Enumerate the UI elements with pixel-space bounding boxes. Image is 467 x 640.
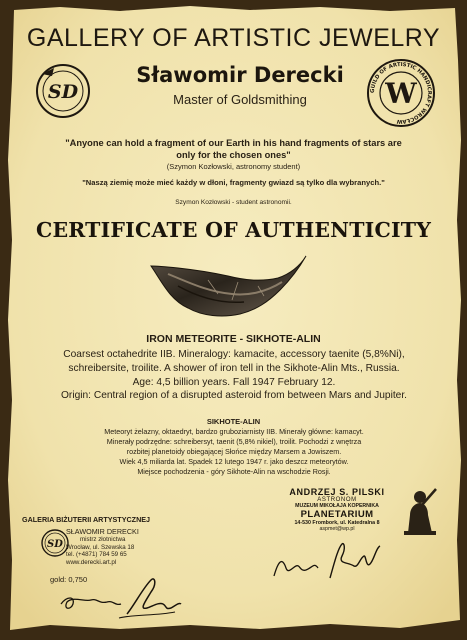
certificate-title: CERTIFICATE OF AUTHENTICITY (35, 218, 432, 242)
meteorite-description-line: Age: 4,5 billion years. Fall 1947 February 12. (132, 376, 336, 388)
stamp-address: 14-530 Frombork, ul. Katedralna 8 (294, 520, 380, 526)
stamp-role: ASTRONOM (317, 497, 357, 503)
gallery-footer-name: SŁAWOMIR DERECKI (66, 527, 139, 536)
polish-line: rozbitej planetoidy obiegającej Słońce między Marsem a Jowiszem. (126, 447, 342, 456)
polish-line: Wiek 4,5 miliarda lat. Spadek 12 lutego 1947 r. jako deszcz meteorytów. (119, 457, 349, 466)
svg-text:W: W (385, 77, 417, 110)
meteorite-description (42, 348, 426, 403)
gallery-footer-phone: tel. (+4871) 784 59 65 (66, 551, 127, 559)
meteorite-description-line: schreibersite, troilite. A shower of iron tell in the Sikhote-Alin Mts., Russia. (68, 362, 400, 374)
sd-logo-text: SD (47, 81, 79, 103)
gallery-footer-details (66, 528, 186, 567)
meteorite-image (148, 252, 310, 324)
gallery-footer-role: mistrz złotnictwa (80, 535, 126, 543)
gold-label: gold: 0,750 (50, 575, 88, 584)
meteorite-title: IRON METEORITE - SIKHOTE-ALIN (146, 333, 321, 345)
stamp-planetarium: PLANETARIUM (300, 509, 374, 520)
stamp-museum: MUZEUM MIKOŁAJA KOPERNIKA (295, 503, 379, 509)
artist-name: Sławomir Derecki (136, 63, 344, 87)
astronomer-figure (400, 485, 440, 537)
pilski-signature (268, 538, 388, 588)
gallery-footer-address: Wrocław, ul. Szewska 18 (66, 543, 135, 551)
sd-logo (34, 62, 92, 120)
quote-english: "Anyone can hold a fragment of our Earth in his hand fragments of stars are only for the chosen ones" (65, 138, 402, 160)
meteorite-description-line: Coarsest octahedrite IIB. Mineralogy: kamacite, accessory taenite (5,8%Ni), (63, 349, 405, 360)
polish-line: Miejsce pochodzenia - góry Sikhote-Alin na wschodzie Rosji. (137, 467, 331, 476)
meteorite-description-line: Origin: Central region of a disrupted asteroid from between Mars and Jupiter. (61, 390, 407, 402)
stamp-email: aspmet@wp.pl (319, 526, 355, 532)
gallery-footer-web: www.derecki.art.pl (66, 559, 117, 567)
guild-emblem (365, 57, 437, 129)
artist-role: Master of Goldsmithing (173, 92, 307, 107)
quote-english-attribution: (Szymon Kozłowski, astronomy student) (166, 162, 301, 171)
derecki-signature (55, 574, 185, 624)
polish-line: Minerały podrzędne: schreibersyt, taenit (5,8% nikiel), troilit. Pochodzi z wnętrza (106, 437, 362, 446)
quote-polish: "Naszą ziemię może mieć każdy w dłoni, fragmenty gwiazd są tylko dla wybranych." (82, 178, 385, 187)
polish-section-text (62, 427, 406, 477)
gallery-footer-title: GALERIA BIŻUTERII ARTYSTYCZNEJ (22, 515, 151, 524)
planetarium-stamp (272, 487, 402, 532)
gallery-title: GALLERY OF ARTISTIC JEWELRY (26, 24, 441, 52)
stamp-name: ANDRZEJ S. PILSKI (289, 487, 385, 497)
quote-polish-attribution: Szymon Kozłowski - student astronomii. (175, 199, 292, 206)
polish-section-title: SIKHOTE-ALIN (206, 417, 261, 426)
svg-text:SD: SD (47, 539, 63, 550)
polish-line: Meteoryt żelazny, oktaedryt, bardzo gruboziarnisty IIB. Minerały główne: kamacyt. (104, 427, 364, 436)
guild-ring-text: GUILD OF ARTISTIC HANDICRAFT WROCŁAW (369, 61, 433, 125)
